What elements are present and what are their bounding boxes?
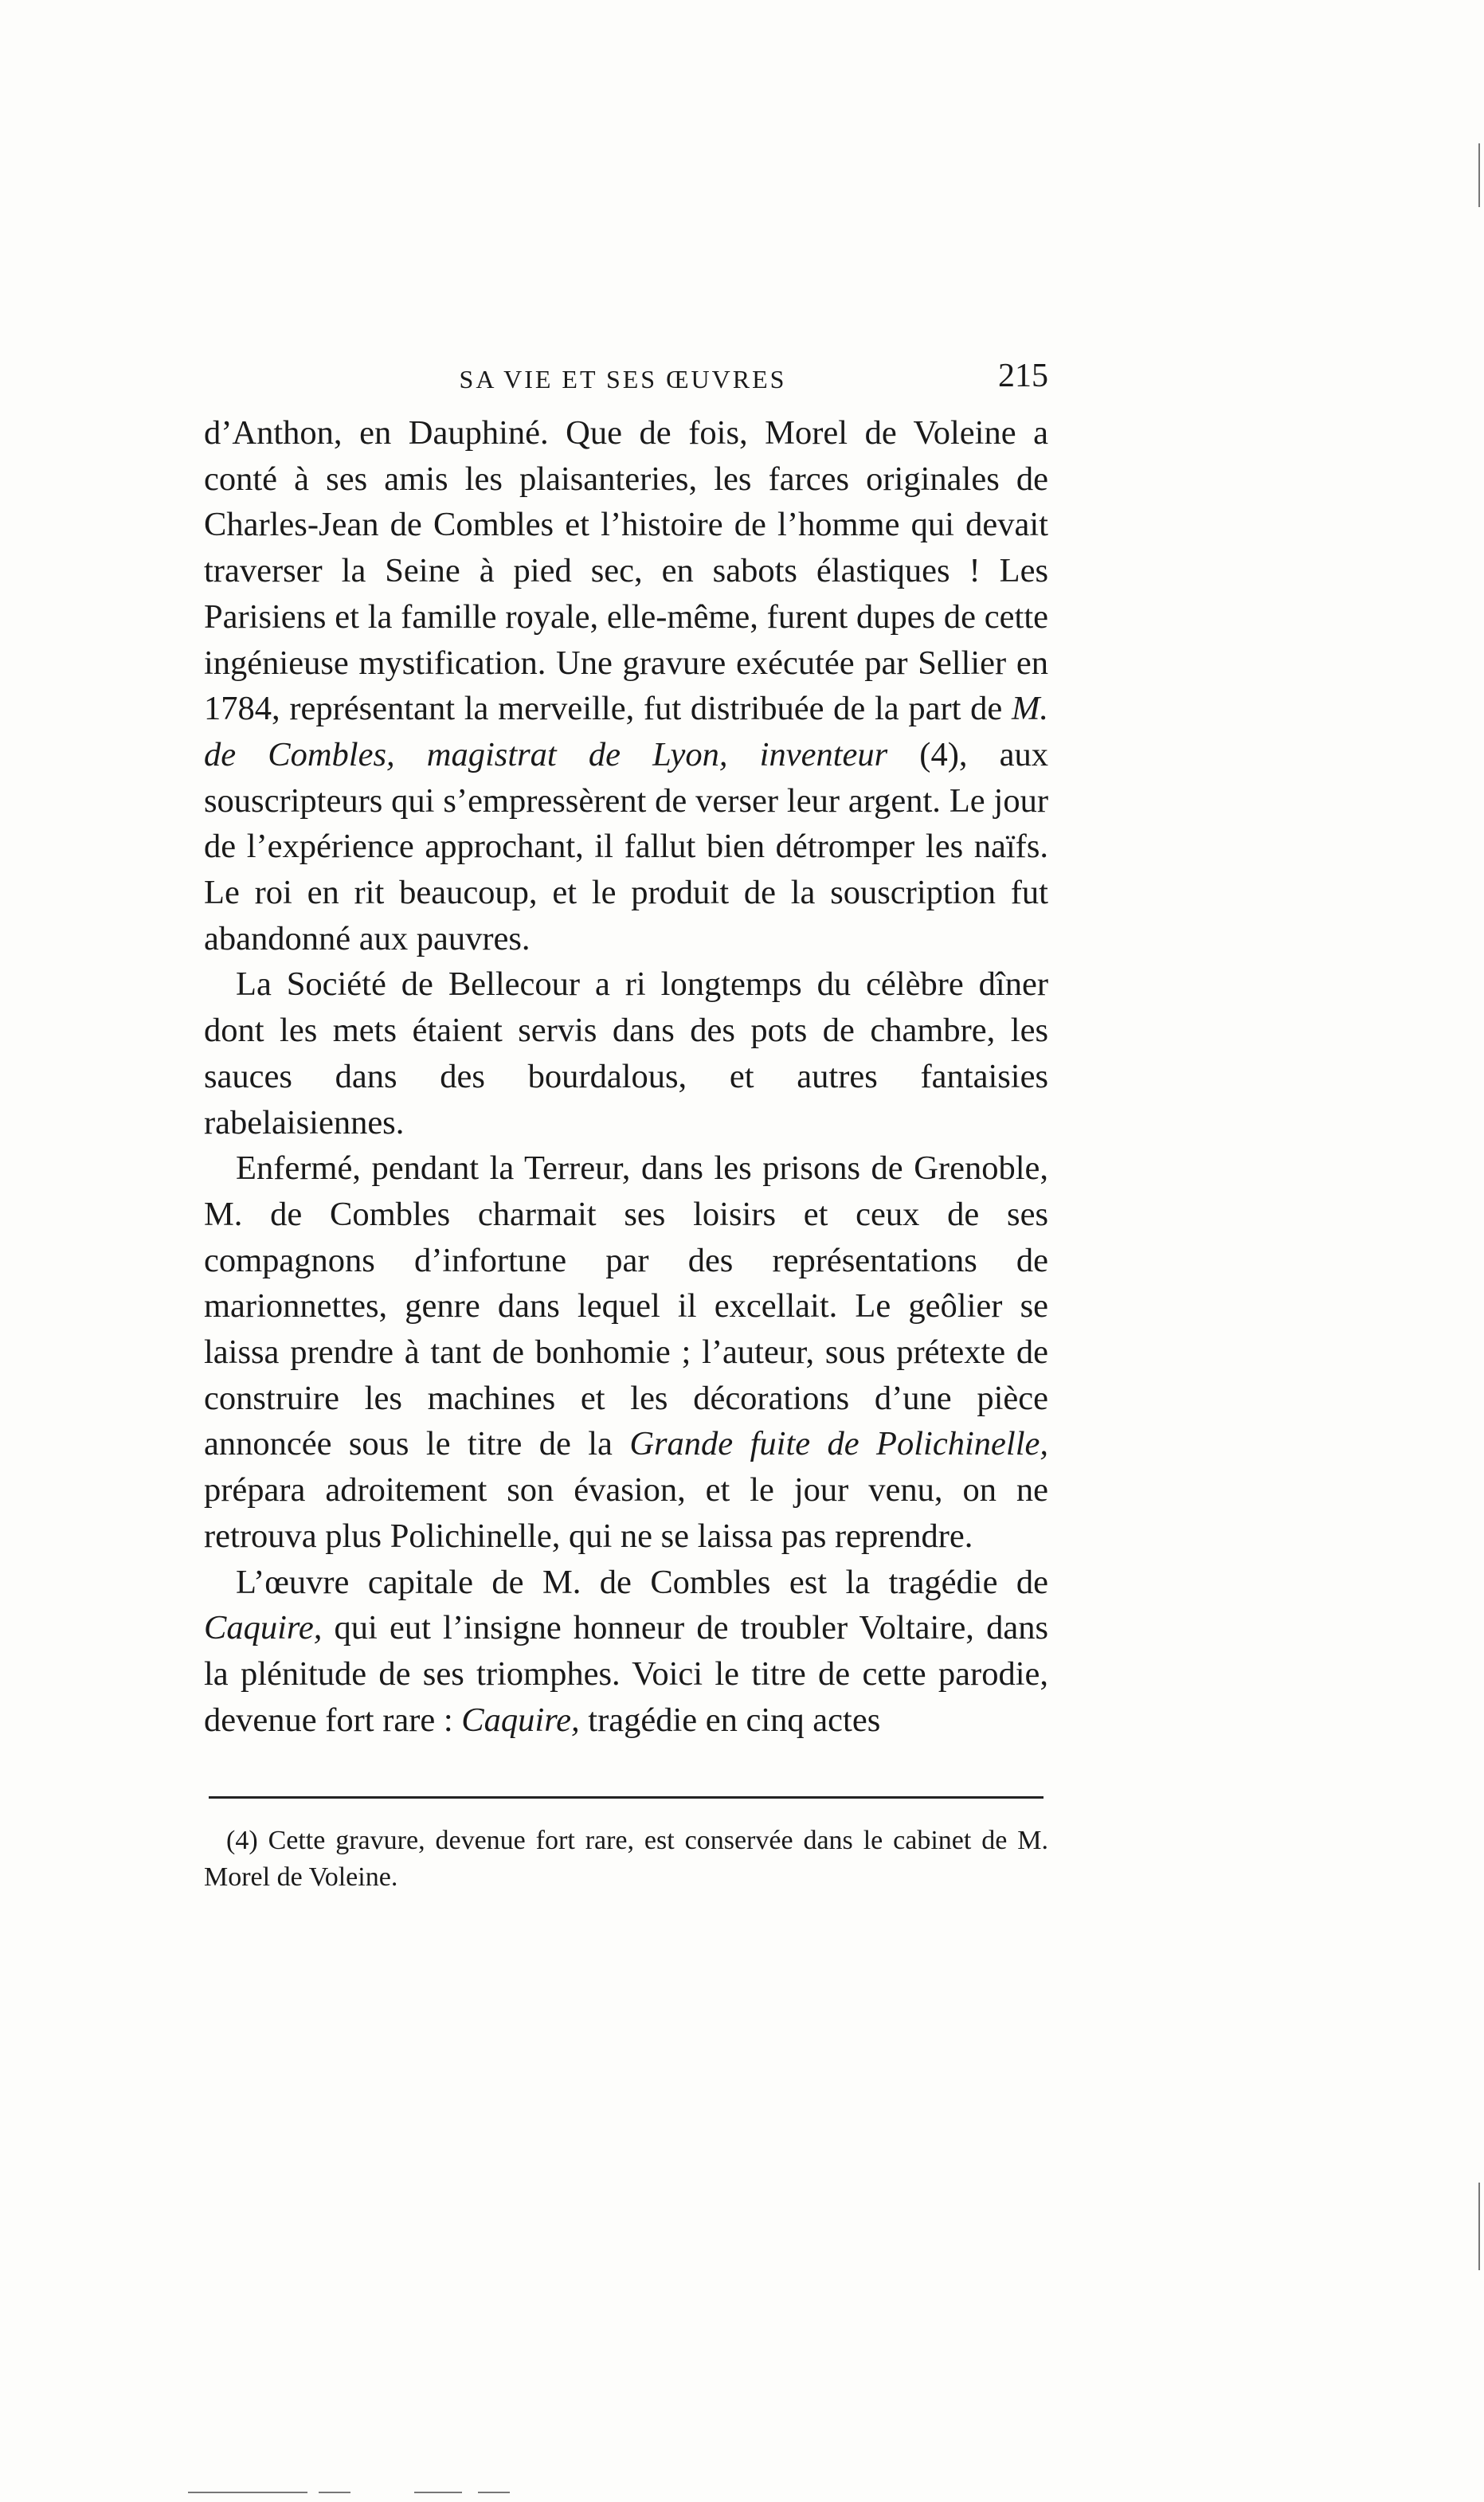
- page-header: [198, 357, 1048, 405]
- page-number: 215: [998, 358, 1048, 394]
- scan-mark-bottom-2: [319, 2492, 350, 2493]
- paragraph-4: [204, 1560, 1048, 1744]
- paragraph-1-italic: M. de Combles, magistrat de Lyon, inventeur: [204, 690, 1048, 773]
- paragraph-3-italic: Grande fuite de Polichinelle,: [629, 1425, 1048, 1463]
- footnote-text: (4) Cette gravure, devenue fort rare, est conservée dans le cabinet de M. Morel de Voleine.: [204, 1826, 1048, 1892]
- scan-mark-bottom-4: [478, 2492, 510, 2493]
- scan-mark-right: [1478, 143, 1480, 207]
- paragraph-4-mid: qui eut l’insigne honneur de troubler Voltaire, dans la plénitude de ses triomphes. Voici le titre de cette parodie, devenue fort rare :: [204, 1609, 1048, 1739]
- paragraph-3-end: prépara adroitement son évasion, et le jour venu, on ne retrouva plus Polichinelle, qui ne se laissa pas reprendre.: [204, 1471, 1048, 1555]
- paragraph-4-italic-2: Caquire,: [461, 1701, 580, 1739]
- body-text: [204, 410, 1048, 1743]
- running-title: SA VIE ET SES ŒUVRES: [459, 365, 787, 394]
- scan-mark-right-lower: [1478, 2183, 1480, 2270]
- paragraph-4-italic-1: Caquire,: [204, 1609, 323, 1647]
- footnote: [204, 1823, 1048, 1896]
- scan-mark-bottom-3: [414, 2492, 462, 2493]
- paragraph-2: La Société de Bellecour a ri longtemps du célèbre dîner dont les mets étaient servis dans des pots de chambre, les sauces dans des bourdalous, et autres fantaisies rabelaisiennes.: [204, 965, 1048, 1141]
- paragraph-3-text: Enfermé, pendant la Terreur, dans les prisons de Grenoble, M. de Combles charmait ses loisirs et ceux de ses compagnons d’infortune par des représentations de marionnettes, genre dans lequel il excellait. Le geôlier se laissa prendre à tant de bonhomie ; l’auteur, sous prétexte de construire les machines et les décorations d’une pièce annoncée sous le titre de la: [204, 1149, 1048, 1463]
- paragraph-4-end: tragédie en cinq actes: [579, 1701, 881, 1739]
- footnote-rule: [209, 1796, 1043, 1799]
- paragraph-1: [204, 410, 1048, 961]
- paragraph-1-end: (4), aux souscripteurs qui s’empressèrent de verser leur argent. Le jour de l’expérience approchant, il fallut bien détromper les naïfs. Le roi en rit beaucoup, et le produit de la souscription fut abandonné aux pauvres.: [204, 735, 1048, 957]
- paragraph-1-text: d’Anthon, en Dauphiné. Que de fois, Morel de Voleine a conté à ses amis les plaisanteries, les farces originales de Charles-Jean de Combles et l’histoire de l’homme qui devait traverser la Seine à pied sec, en sabots élastiques ! Les Parisiens et la famille royale, elle-même, furent dupes de cette ingénieuse mystification. Une gravure exécutée par Sellier en 1784, représentant la merveille, fut distribuée de la part de: [204, 414, 1048, 728]
- scan-mark-bottom-1: [188, 2492, 307, 2493]
- paragraph-3: [204, 1145, 1048, 1559]
- paragraph-4-start: L’œuvre capitale de M. de Combles est la tragédie de: [236, 1563, 1048, 1601]
